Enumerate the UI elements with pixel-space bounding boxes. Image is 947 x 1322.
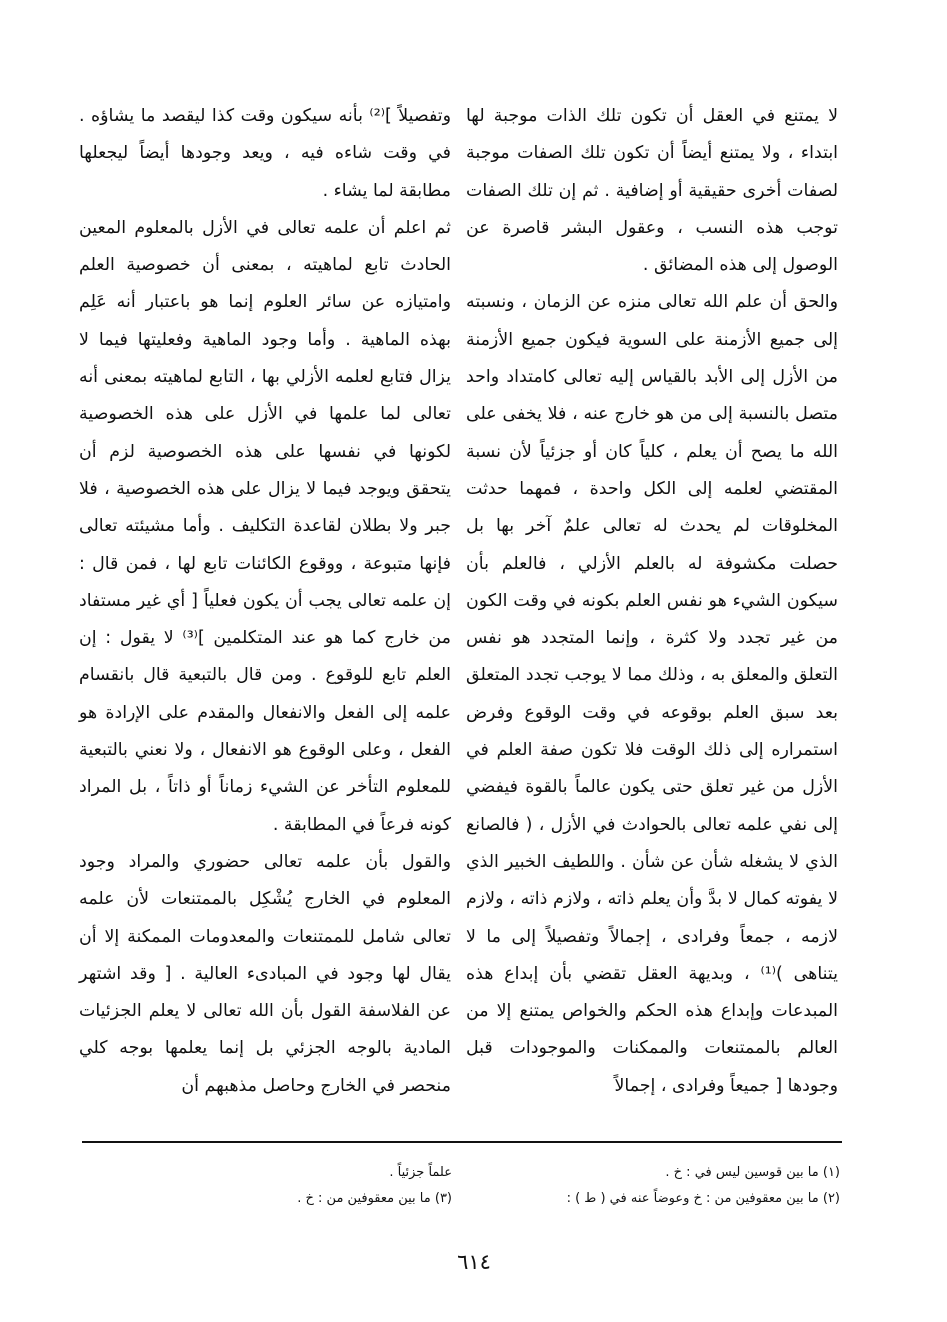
right-text-column [466, 98, 838, 1105]
paragraph: ثم اعلم أن علمه تعالى في الأزل بالمعلوم المعين الحادث تابع لماهيته ، بمعنى أن خصوصية العلم وامتيازه عن سائر العلوم إنما هو باعتبار أنه عَلِم بهذه الماهية . وأما وجود الماهية وفعليتها فيما لا يزال فتابع لعلمه الأزلي بها ، التابع لماهيته بمعنى أنه تعالى لما علمها في الأزل على هذه الخصوصية لكونها في نفسها على هذه الخصوصية لزم أن يتحقق ويوجد فيما لا يزال على هذه الخصوصية ، فلا جبر ولا بطلان لقاعدة التكليف . وأما مشيئته تعالى فإنها متبوعة ، ووقوع الكائنات تابع لها ، فمن قال : إن علمه تعالى يجب أن يكون فعلياً [ أي غير مستفاد من خارج كما هو عند المتكلمين ]⁽³⁾ لا يقول : إن العلم تابع للوقوع . ومن قال بالتبعية قال بانقسام علمه إلى الفعل والانفعال والمقدم على الإرادة هو الفعل ، وعلى الوقوع هو الانفعال ، ولا نعني بالتبعية للمعلوم التأخر عن الشيء زماناً أو ذاتاً ، بل المراد كونه فرعاً في المطابقة . [79, 217, 451, 835]
footnotes-right [470, 1160, 840, 1212]
paragraph: لا يمتنع في العقل أن تكون تلك الذات موجبة لها ابتداء ، ولا يمتنع أيضاً أن تكون تلك الصفات موجبة لصفات أخرى حقيقية أو إضافية . ثم إن تلك الصفات توجب هذه النسب ، وعقول البشر قاصرة عن الوصول إلى هذه المضائق . [466, 106, 838, 276]
page-number: ٦١٤ [457, 1250, 491, 1274]
footnote: (٣) ما بين معقوفين من : خ . [297, 1191, 452, 1206]
footnote-divider [82, 1141, 842, 1143]
paragraph: والحق أن علم الله تعالى منزه عن الزمان ، ونسبته إلى جميع الأزمنة على السوية فيكون جميع الأزمنة من الأزل إلى الأبد بالقياس إليه تعالى كامتداد واحد متصل بالنسبة إلى من هو خارج عنه ، فلا يخفى على الله ما يصح أن يعلم ، كلياً كان أو جزئياً لأن نسبة المقتضي لعلمه إلى الكل واحدة ، فمهما حدثت المخلوقات لم يحدث له تعالى علمٌ آخر بها بل حصلت مكشوفة له بالعلم الأزلي ، فالعلم بأن سيكون الشيء هو نفس العلم بكونه في وقت الكون من غير تجدد ولا كثرة ، وإنما المتجدد هو نفس التعلق والمعلق به ، وذلك مما لا يوجب تجدد المتعلق بعد سبق العلم بوقوعه في وقت الوقوع وفرض استمراره إلى ذلك الوقت فلا تكون صفة العلم في الأزل من غير تعلق حتى يكون عالماً بالقوة فيفضي إلى نفي علمه تعالى بالحوادث في الأزل ، ( فالصانع الذي لا يشغله شأن عن شأن . واللطيف الخبير الذي لا يفوته كمال لا بدَّ وأن يعلم ذاته ، ولازم ذاته ، ولازم لازمه ، جمعاً وفرادى ، إجمالاً وتفصيلاً إلى ما لا يتناهى )⁽¹⁾ ، وبديهة العقل تقضي بأن إبداع هذه المبدعات وإبداع هذه الحكم والخواص يمتنع إلا من العالم بالممتنعات والممكنات والموجودات قبل وجودها [ جميعاً وفرادى ، إجمالاً [466, 292, 838, 1096]
footnote: (٢) ما بين معقوفين من : خ وعوضاً عنه في ( ط ) : [566, 1191, 840, 1206]
footnotes-left [230, 1160, 452, 1212]
left-text-column [79, 98, 451, 1105]
paragraph: وتفصيلاً ]⁽²⁾ بأنه سيكون وقت كذا ليقصد ما يشاؤه . في وقت شاءه فيه ، ويعد وجودها أيضاً ليجعلها مطابقة لما يشاء . [79, 106, 451, 201]
paragraph: والقول بأن علمه تعالى حضوري والمراد وجود المعلوم في الخارج يُشْكِل بالممتنعات لأن علمه تعالى شامل للممتنعات والمعدومات الممكنة إلا أن يقال لها وجود في المبادىء العالية . [ وقد اشتهر عن الفلاسفة القول بأن الله تعالى لا يعلم الجزئيات المادية بالوجه الجزئي بل إنما يعلمها بوجه كلي منحصر في الخارج وحاصل مذهبهم أن [79, 851, 451, 1096]
footnote: علماً جزئياً . [389, 1165, 452, 1180]
footnote: (١) ما بين قوسين ليس في : خ . [665, 1165, 840, 1180]
